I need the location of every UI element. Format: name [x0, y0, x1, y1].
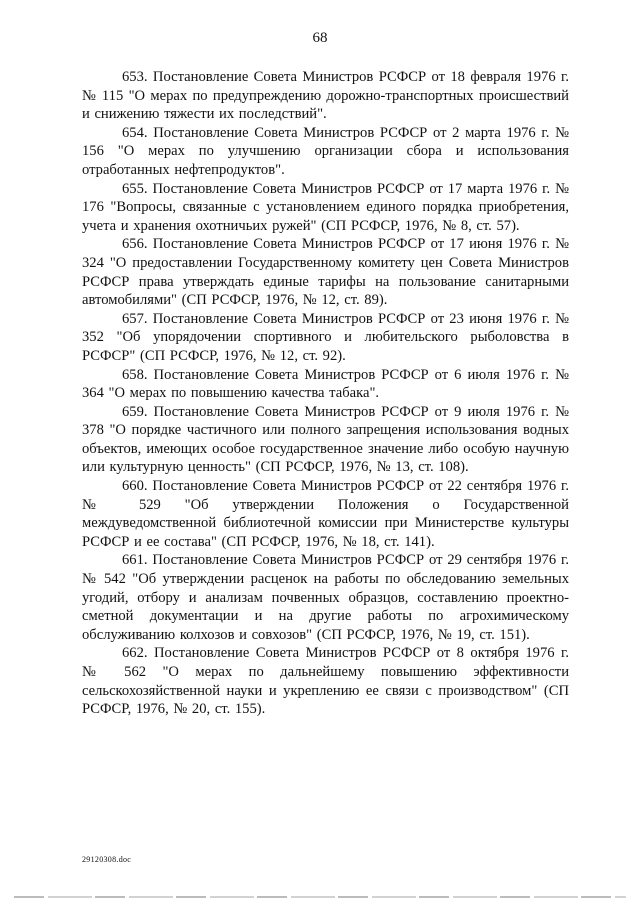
list-item-653: 653. Постановление Совета Министров РСФСР от 18 февраля 1976 г. № 115 "О мерах по предупреждению дорожно-транспортных происшествий и снижению тяжести их последствий". — [82, 69, 569, 123]
list-item-657: 657. Постановление Совета Министров РСФСР от 23 июня 1976 г. № 352 "Об упорядочении спортивного и любительского рыболовства в РСФСР" (СП РСФСР, 1976, № 12, ст. 92). — [82, 310, 569, 364]
list-item-662: 662. Постановление Совета Министров РСФСР от 8 октября 1976 г. № 562 "О мерах по дальнейшему повышению эффективности сельскохозяйственной науки и укреплению ее связи с производством" (СП РСФСР, 1976, № 20, ст. 155). — [82, 645, 569, 718]
document-body — [82, 68, 569, 719]
list-item-661: 661. Постановление Совета Министров РСФСР от 29 сентября 1976 г. № 542 "Об утверждении расценок на работы по обследованию земельных угодий, отбору и анализам почвенных образцов, составлению проектно-сметной документации и на другие работы по агрохимическому обслуживанию колхозов и совхозов" (СП РСФСР, 1976, № 19, ст. 151). — [82, 552, 569, 643]
list-item-658: 658. Постановление Совета Министров РСФСР от 6 июля 1976 г. № 364 "О мерах по повышению качества табака". — [82, 366, 569, 402]
list-item-660: 660. Постановление Совета Министров РСФСР от 22 сентября 1976 г. № 529 "Об утверждении Положения о Государственной междуведомственной библиотечной комиссии при Министерстве культуры РСФСР и ее состава" (СП РСФСР, 1976, № 18, ст. 141). — [82, 478, 569, 550]
scan-edge-divider — [14, 896, 626, 898]
list-item-659: 659. Постановление Совета Министров РСФСР от 9 июля 1976 г. № 378 "О порядке частичного или полного запрещения использования водных объектов, имеющих особое государственное значение либо особую научную или культурную ценность" (СП РСФСР, 1976, № 13, ст. 108). — [82, 403, 569, 476]
list-item-654: 654. Постановление Совета Министров РСФСР от 2 марта 1976 г. № 156 "О мерах по улучшению организации сбора и использования отработанных нефтепродуктов". — [82, 124, 569, 178]
list-item-656: 656. Постановление Совета Министров РСФСР от 17 июня 1976 г. № 324 "О предоставлении Государственному комитету цен Совета Министров РСФСР права утверждать единые тарифы на пользование санитарными автомобилями" (СП РСФСР, 1976, № 12, ст. 89). — [82, 236, 569, 309]
page-number: 68 — [312, 30, 328, 46]
footer-filename: 29120308.doc — [82, 855, 132, 864]
list-item-655: 655. Постановление Совета Министров РСФСР от 17 марта 1976 г. № 176 "Вопросы, связанные с установлением единого порядка приобретения, учета и хранения охотничьих ружей" (СП РСФСР, 1976, № 8, ст. 57). — [82, 180, 569, 234]
